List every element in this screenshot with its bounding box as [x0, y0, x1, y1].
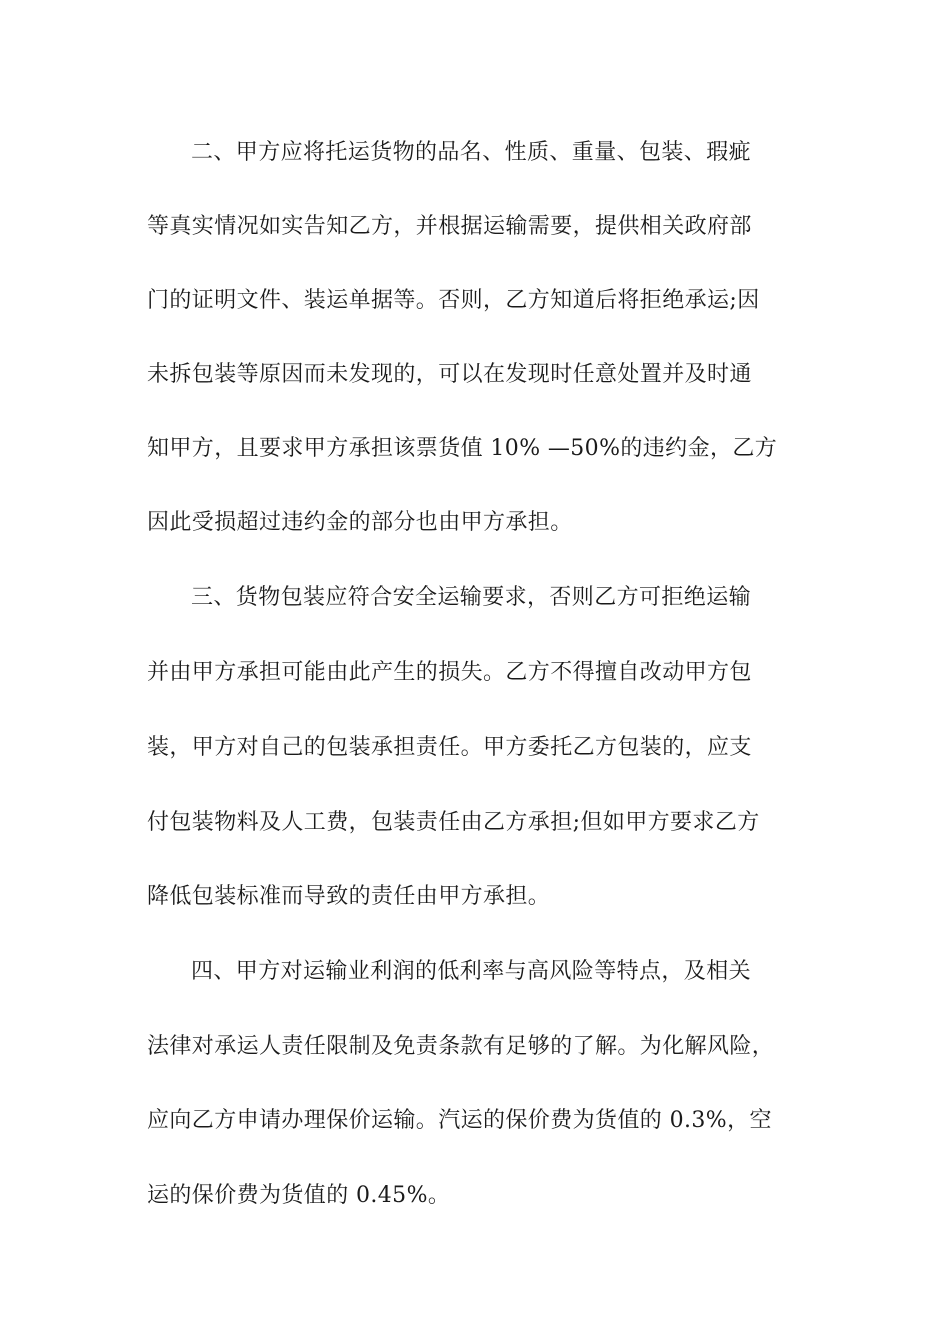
- paragraph-3-line-2: 并由甲方承担可能由此产生的损失。乙方不得擅自改动甲方包: [147, 660, 752, 685]
- paragraph-2-line-3: 门的证明文件、装运单据等。否则，乙方知道后将拒绝承运;因: [147, 288, 760, 313]
- paragraph-3-line-4: 付包装物料及人工费，包装责任由乙方承担;但如甲方要求乙方: [147, 810, 760, 835]
- paragraph-3-line-1: 三、货物包装应符合安全运输要求，否则乙方可拒绝运输: [191, 585, 752, 610]
- paragraph-4-line-1: 四、甲方对运输业利润的低利率与高风险等特点，及相关: [191, 959, 752, 984]
- paragraph-2-line-6: 因此受损超过违约金的部分也由甲方承担。: [147, 510, 573, 535]
- paragraph-3-line-5: 降低包装标准而导致的责任由甲方承担。: [147, 884, 551, 909]
- paragraph-4-line-4: 运的保价费为货值的 0.45%。: [147, 1183, 451, 1208]
- paragraph-4-line-3: 应向乙方申请办理保价运输。汽运的保价费为货值的 0.3%，空: [147, 1108, 772, 1133]
- paragraph-2-line-2: 等真实情况如实告知乙方，并根据运输需要，提供相关政府部: [147, 214, 752, 239]
- paragraph-2-line-5: 知甲方，且要求甲方承担该票货值 10% —50%的违约金，乙方: [147, 436, 778, 461]
- paragraph-2-line-1: 二、甲方应将托运货物的品名、性质、重量、包装、瑕疵: [191, 140, 752, 165]
- paragraph-4-line-2: 法律对承运人责任限制及免责条款有足够的了解。为化解风险，: [147, 1034, 775, 1059]
- paragraph-2-line-4: 未拆包装等原因而未发现的，可以在发现时任意处置并及时通: [147, 362, 752, 387]
- paragraph-3-line-3: 装，甲方对自己的包装承担责任。甲方委托乙方包装的，应支: [147, 735, 752, 760]
